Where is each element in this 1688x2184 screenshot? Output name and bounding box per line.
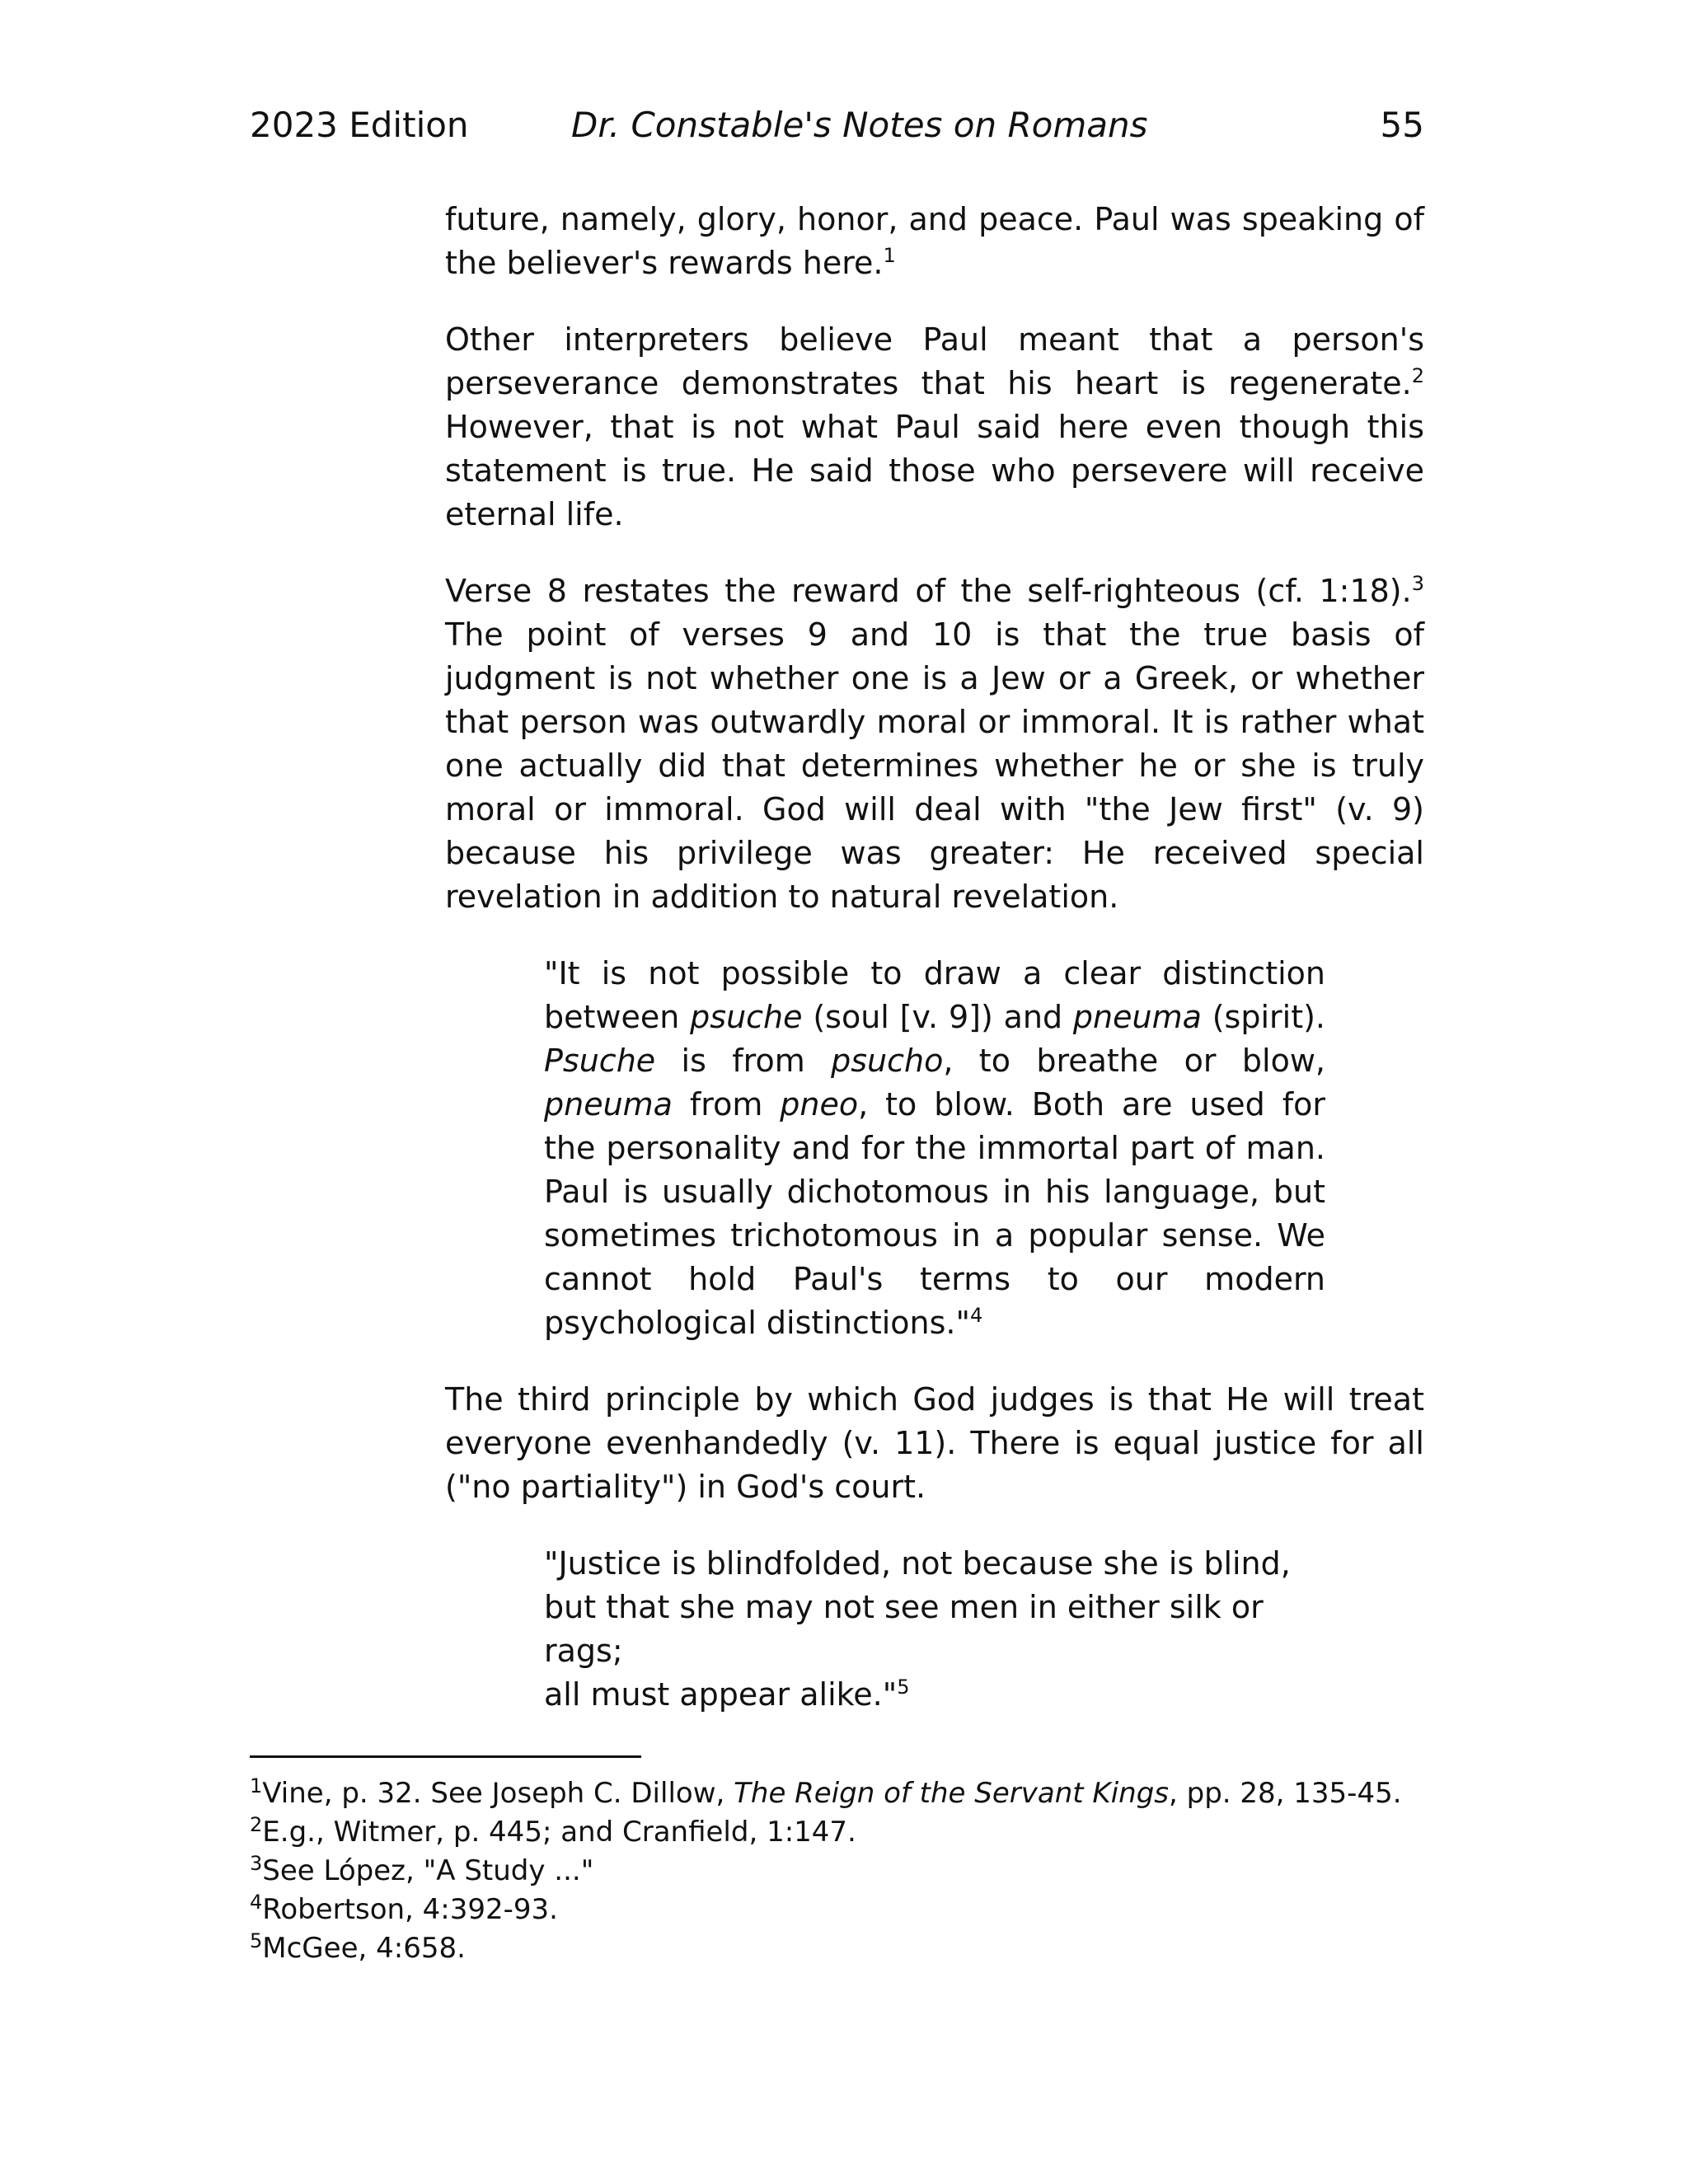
footnote-ref-1[interactable]: 1 <box>883 244 896 267</box>
footnote-ref-4[interactable]: 4 <box>970 1304 983 1327</box>
book-title: Dr. Constable's Notes on Romans <box>571 105 1148 145</box>
paragraph-4: The third principle by which God judges is that He will treat everyone evenhandedly (v. 11). There is equal justice for all ("no partiality") in God's court. <box>445 1381 1424 1505</box>
footnote-1: $^1$Vine, p. 32. See Joseph C. Dillow, The Reign of the Servant Kings, pp. 28, 135-45. <box>250 1774 1402 1810</box>
paragraph-1: future, namely, glory, honor, and peace. Paul was speaking of the believer's rewards here.$^1$ <box>445 201 1424 281</box>
block-quote-1: "It is not possible to draw a clear distinction between psuche (soul [v. 9]) and pneuma (spirit). Psuche is from psucho, to breathe or blow, pneuma from pneo, to blow. Both are used for the personality and for the immortal part of man. Paul is usually dichotomous in his language, but sometimes trichotomous in a popular sense. We cannot hold Paul's terms to our modern psychological distinctions."$^4$ <box>544 955 1325 1341</box>
footnote-divider <box>250 1755 641 1758</box>
edition-label: 2023 Edition <box>250 105 469 145</box>
footnote-ref-5[interactable]: 5 <box>897 1675 910 1699</box>
footnote-4: $^4$Robertson, 4:392-93. <box>250 1891 558 1926</box>
footnote-ref-2[interactable]: 2 <box>1411 364 1424 387</box>
footnote-5: $^5$McGee, 4:658. <box>250 1929 466 1965</box>
block-quote-2: "Justice is blindfolded, not because she is blind, but that she may not see men in either silk or rags; all must appear alike."$^5$ <box>544 1545 1291 1713</box>
footnote-2: $^2$E.g., Witmer, p. 445; and Cranfield, 1:147. <box>250 1813 856 1849</box>
body-text <box>445 198 1424 1750</box>
paragraph-3: Verse 8 restates the reward of the self-righteous (cf. 1:18).$^3$ The point of verses 9 and 10 is that the true basis of judgment is not whether one is a Jew or a Greek, or whether that person was outwardly moral or immoral. It is rather what one actually did that determines whether he or she is truly moral or immoral. God will deal with "the Jew first" (v. 9) because his privilege was greater: He received special revelation in addition to natural revelation. <box>445 572 1424 915</box>
paragraph-2: Other interpreters believe Paul meant that a person's perseverance demonstrates that his heart is regenerate.$^2$ However, that is not what Paul said here even though this statement is true. He said those who persevere will receive eternal life. <box>445 321 1424 532</box>
footnote-3: $^3$See López, "A Study ..." <box>250 1852 594 1887</box>
footnotes <box>250 1755 1428 1968</box>
footnote-ref-3[interactable]: 3 <box>1411 572 1424 595</box>
running-header <box>250 101 1424 150</box>
page-number: 55 <box>1380 105 1424 145</box>
